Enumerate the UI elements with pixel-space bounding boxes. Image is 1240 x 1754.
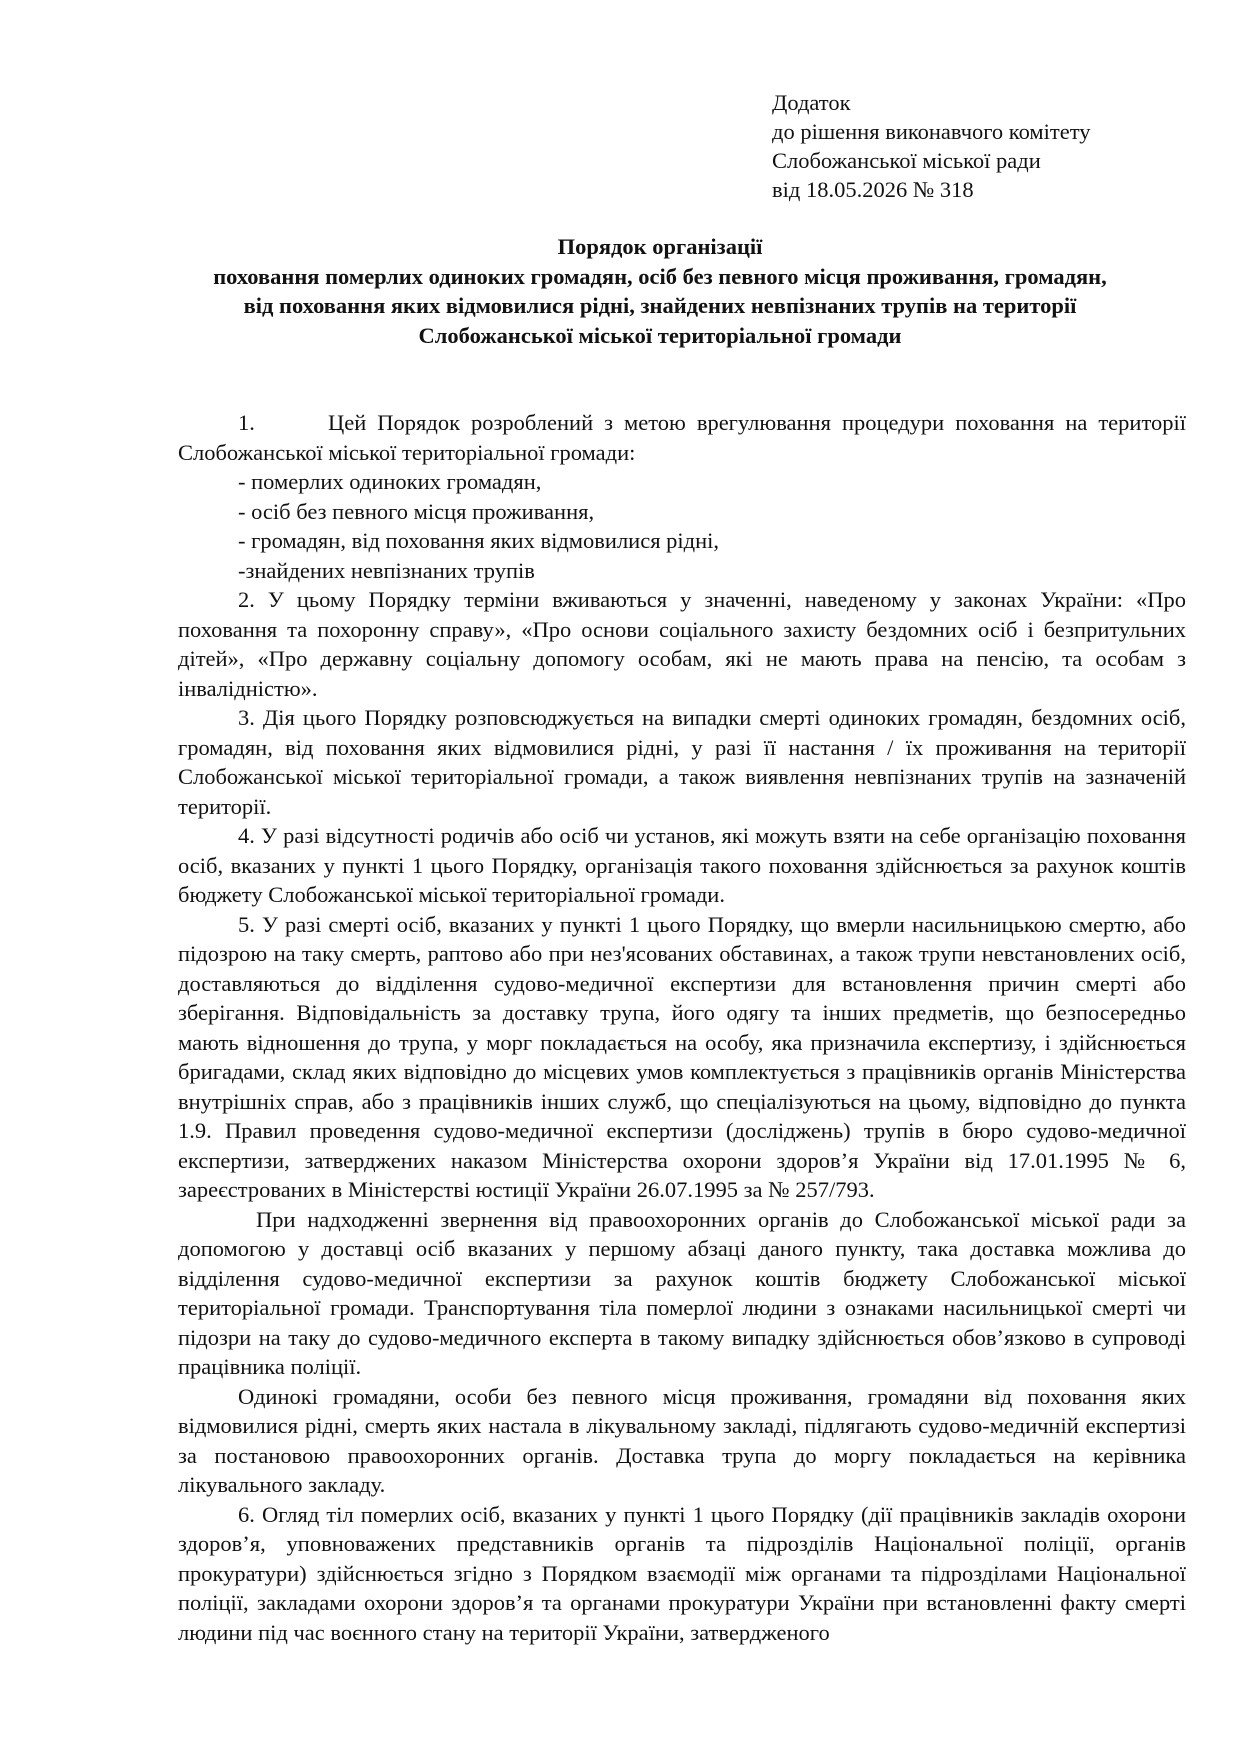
clause-1-text: Цей Порядок розроблений з метою врегулювання процедури поховання на території Слобожанської міської територіальної громади: <box>178 410 1186 465</box>
title-line-3: від поховання яких відмовилися рідні, знайдених невпізнаних трупів на території <box>243 293 1077 318</box>
document-title <box>160 232 1160 350</box>
clause-4: 4. У разі відсутності родичів або осіб чи установ, які можуть взяти на себе організацію поховання осіб, вказаних у пункті 1 цього Порядку, організація такого поховання здійснюється за рахунок коштів бюджету Слобожанської міської територіальної громади. <box>178 823 1186 907</box>
appendix-label: Додаток <box>772 90 851 115</box>
appendix-council: Слобожанської міської ради <box>772 148 1041 173</box>
document-body <box>178 408 1186 1647</box>
title-line-1: Порядок організації <box>557 234 763 259</box>
title-line-2: поховання померлих одиноких громадян, осіб без певного місця проживання, громадян, <box>213 263 1107 289</box>
clause-3: 3. Дія цього Порядку розповсюджується на випадки смерті одиноких громадян, бездомних осіб, громадян, від поховання яких відмовилися рідні, у разі її настання / їх проживання на території Слобожанської міської територіальної громади, а також виявлення невпізнаних трупів на зазначеній території. <box>178 705 1186 819</box>
clause-5-paragraph-3: Одинокі громадяни, особи без певного місця проживання, громадяни від поховання яких відмовилися рідні, смерть яких настала в лікувальному закладі, підлягають судово-медичній експертизі за постановою правоохоронних органів. Доставка трупа до моргу покладається на керівника лікувального закладу. <box>178 1383 1186 1497</box>
clause-1 <box>178 408 1186 467</box>
list-item: -знайдених невпізнаних трупів <box>238 557 535 583</box>
clause-1-number: 1. <box>238 410 255 435</box>
appendix-decision: до рішення виконавчого комітету <box>772 119 1091 144</box>
clause-6: 6. Огляд тіл померлих осіб, вказаних у пункті 1 цього Порядку (дії працівників закладів охорони здоров’я, уповноважених представників органів та підрозділів Національної поліції, органів прокуратури) здійснюється згідно з Порядком взаємодії між органами та підрозділами Національної поліції, закладами охорони здоров’я та органами прокуратури України при встановленні факту смерті людини під час воєнного стану на території України, затвердженого <box>178 1501 1186 1645</box>
appendix-date-number: від 18.05.2026 № 318 <box>772 177 974 202</box>
list-item: - померлих одиноких громадян, <box>238 469 542 494</box>
clause-2: 2. У цьому Порядку терміни вживаються у значенні, наведеному у законах України: «Про поховання та похоронну справу», «Про основи соціального захисту бездомних осіб і безпритульних дітей», «Про державну соціальну допомогу особам, які не мають права на пенсію, та особам з інвалідністю». <box>178 587 1186 701</box>
title-line-4: Слобожанської міської територіальної громади <box>418 322 902 348</box>
appendix-header <box>772 88 1091 204</box>
list-item: - громадян, від поховання яких відмовилися рідні, <box>238 528 720 553</box>
clause-5-paragraph-2: При надходженні звернення від правоохоронних органів до Слобожанської міської ради за допомогою у доставці осіб вказаних у першому абзаці даного пункту, така доставка можлива до відділення судово-медичної експертизи за рахунок коштів бюджету Слобожанської міської територіальної громади. Транспортування тіла померлої людини з ознаками насильницької смерті чи підозри на таку до судово-медичного експерта в такому випадку здійснюється обов’язково в супроводі працівника поліції. <box>178 1206 1186 1379</box>
clause-5: 5. У разі смерті осіб, вказаних у пункті 1 цього Порядку, що вмерли насильницькою смертю, або підозрою на таку смерть, раптово або при нез'ясованих обставинах, а також трупи невстановлених осіб, доставляються до відділення судово-медичної експертизи для встановлення причин смерті або зберігання. Відповідальність за доставку трупа, його одягу та інших предметів, що безпосередньо мають відношення до трупа, у морг покладається на особу, яка призначила експертизу, і здійснюється бригадами, склад яких відповідно до місцевих умов комплектується з працівників органів Міністерства внутрішніх справ, або з працівників інших служб, що спеціалізуються на цьому, відповідно до пункта 1.9. Правил проведення судово-медичної експертизи (досліджень) трупів в бюро судово-медичної експертизи, затверджених наказом Міністерства охорони здоров’я України від 17.01.1995 № 6, зареєстрованих в Міністерстві юстиції України 26.07.1995 за № 257/793. <box>178 911 1186 1202</box>
list-item: - осіб без певного місця проживання, <box>238 498 595 524</box>
